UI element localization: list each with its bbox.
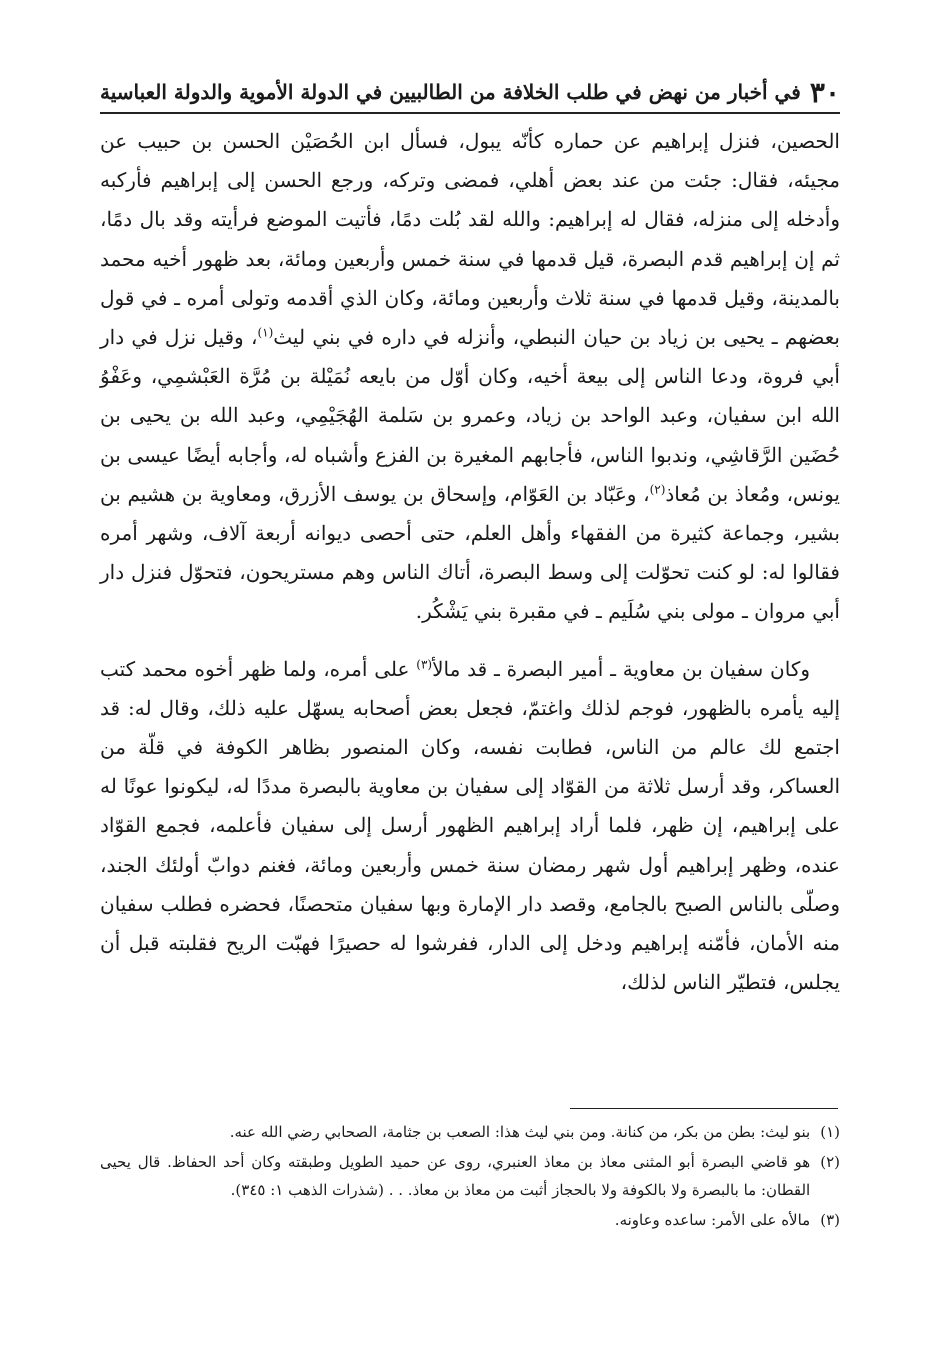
footnote-text: مالأه على الأمر: ساعده وعاونه. — [614, 1211, 811, 1229]
footnote — [100, 1206, 840, 1234]
footnote-number: (١) — [820, 1123, 840, 1141]
footnote — [100, 1148, 840, 1204]
main-text — [100, 122, 840, 1002]
paragraph-2-part-a: وكان سفيان بن معاوية ـ أمير البصرة ـ قد مالأ — [432, 656, 811, 681]
footnote — [100, 1118, 840, 1146]
footnote-text: هو قاضي البصرة أبو المثنى معاذ بن معاذ العنبري، روى عن حميد الطويل وطبقته وكان أحد الحفاظ. قال يحيى القطان: ما بالبصرة ولا بالكوفة ولا بالحجاز أثبت من معاذ بن معاذ. . . (شذرات الذهب ١: ٣٤٥). — [100, 1153, 811, 1199]
paragraph-1 — [100, 122, 840, 632]
footnote-ref-2: (٢) — [649, 482, 666, 497]
paragraph-2 — [100, 650, 840, 1003]
paragraph-1-part-b: ، وقيل نزل في دار أبي فروة، ودعا الناس إلى بيعة أخيه، وكان أوّل من بايعه نُمَيْلة بن مُرَّة العَبْشمِي، وعَفْوُ الله ابن سفيان، وعبد الواحد بن زياد، وعمرو بن سَلمة الهُجَيْمِي، وعبد الله بن يحيى بن حُضَين الرَّقاشِي، وندبوا الناس، فأجابهم المغيرة بن الفزع وأشباه له، وأجابه أيضًا عيسى بن يونس، ومُعاذ بن مُعاذ — [100, 325, 840, 506]
footnote-separator — [570, 1108, 838, 1109]
footnote-ref-3: (٣) — [416, 656, 433, 671]
footnote-ref-1: (١) — [257, 325, 274, 340]
footnote-text: بنو ليث: بطن من بكر، من كنانة. ومن بني ليث هذا: الصعب بن جثامة، الصحابي رضي الله عنه. — [229, 1123, 811, 1141]
footnote-number: (٢) — [820, 1153, 840, 1171]
page-header — [100, 72, 840, 114]
footnote-number: (٣) — [820, 1211, 840, 1229]
footnotes — [100, 1118, 840, 1236]
paragraph-2-part-b: على أمره، ولما ظهر أخوه محمد كتب إليه يأمره بالظهور، فوجم لذلك واغتمّ، فجعل بعض أصحابه يسهّل عليه ذلك، وقال له: قد اجتمع لك عالم من الناس، فطابت نفسه، وكان المنصور بظاهر الكوفة في قلّة من العساكر، وقد أرسل ثلاثة من القوّاد إلى سفيان بن معاوية بالبصرة مددًا له، ليكونوا عونًا له على إبراهيم، إن ظهر، فلما أراد إبراهيم الظهور أرسل إلى سفيان فأعلمه، فجمع القوّاد عنده، وظهر إبراهيم أول شهر رمضان سنة خمس وأربعين ومائة، فغنم دوابّ أولئك الجند، وصلّى بالناس الصبح بالجامع، وقصد دار الإمارة وبها سفيان متحصنًا، فحضره فطلب سفيان منه الأمان، فأمّنه إبراهيم ودخل إلى الدار، ففرشوا له حصيرًا فهبّت الريح فقلبته قبل أن يجلس، فتطيّر الناس لذلك، — [100, 656, 840, 995]
paragraph-1-part-a: الحصين، فنزل إبراهيم عن حماره كأنّه يبول، فسأل ابن الحُصَيْن الحسن بن حبيب عن مجيئه، فقال: جئت من عند بعض أهلي، فمضى وتركه، ورجع الحسن إلى إبراهيم فأركبه وأدخله إلى منزله، فقال له إبراهيم: والله لقد بُلت دمًا، فأتيت الموضع فرأيته وقد بال دمًا، ثم إن إبراهيم قدم البصرة، قيل قدمها في سنة خمس وأربعين ومائة، بعد ظهور أخيه محمد بالمدينة، وقيل قدمها في سنة ثلاث وأربعين ومائة، وكان الذي أقدمه وتولى أمره ـ في قول بعضهم ـ يحيى بن زياد بن حيان النبطي، وأنزله في داره في بني ليث — [100, 129, 840, 350]
running-title: في أخبار من نهض في طلب الخلافة من الطالبيين في الدولة الأموية والدولة العباسية — [100, 80, 801, 104]
page-number: ٣٠ — [809, 75, 840, 109]
paragraph-1-part-c: ، وعَبّاد بن العَوّام، وإسحاق بن يوسف الأزرق، ومعاوية بن هشيم بن بشير، وجماعة كثيرة من الفقهاء وأهل العلم، حتى أحصى ديوانه أربعة آلاف، وشهر أمره فقالوا له: لو كنت تحوّلت إلى وسط البصرة، أتاك الناس وهم مستريحون، فتحوّل فنزل دار أبي مروان ـ مولى بني سُلَيم ـ في مقبرة بني يَشْكُر. — [100, 481, 840, 624]
